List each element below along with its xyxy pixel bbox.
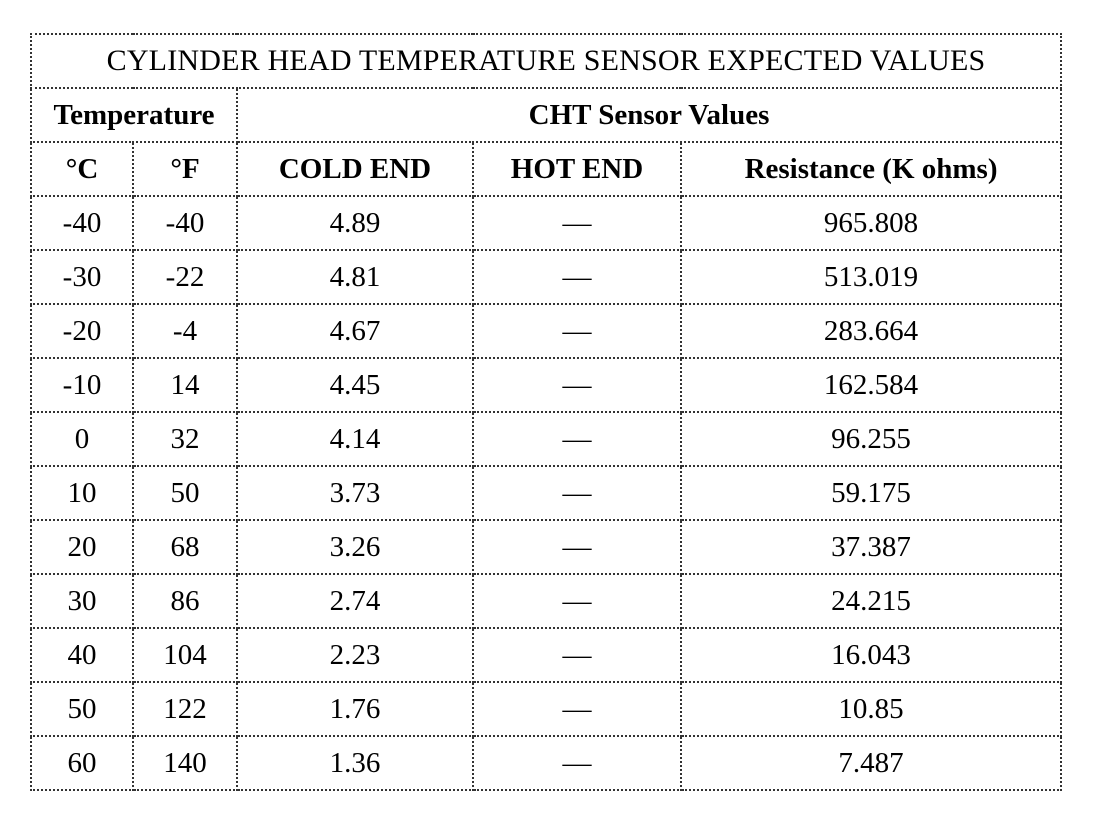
fahrenheit-cell: 140 bbox=[133, 736, 237, 790]
fahrenheit-cell: 50 bbox=[133, 466, 237, 520]
celsius-cell: 20 bbox=[31, 520, 133, 574]
column-header-fahrenheit: °F bbox=[133, 142, 237, 196]
cold-end-cell: 3.73 bbox=[237, 466, 473, 520]
cht-values-sheet bbox=[30, 33, 1060, 791]
temperature-group-header: Temperature bbox=[31, 88, 237, 142]
fahrenheit-cell: 14 bbox=[133, 358, 237, 412]
resistance-cell: 24.215 bbox=[681, 574, 1061, 628]
cold-end-cell: 4.81 bbox=[237, 250, 473, 304]
hot-end-cell: — bbox=[473, 628, 681, 682]
resistance-cell: 10.85 bbox=[681, 682, 1061, 736]
table-row bbox=[31, 736, 1061, 790]
table-title: CYLINDER HEAD TEMPERATURE SENSOR EXPECTED VALUES bbox=[31, 34, 1061, 88]
resistance-cell: 965.808 bbox=[681, 196, 1061, 250]
resistance-cell: 283.664 bbox=[681, 304, 1061, 358]
cold-end-cell: 1.76 bbox=[237, 682, 473, 736]
table-row bbox=[31, 466, 1061, 520]
celsius-cell: -20 bbox=[31, 304, 133, 358]
cold-end-cell: 3.26 bbox=[237, 520, 473, 574]
hot-end-cell: — bbox=[473, 574, 681, 628]
celsius-cell: -40 bbox=[31, 196, 133, 250]
resistance-cell: 96.255 bbox=[681, 412, 1061, 466]
hot-end-cell: — bbox=[473, 466, 681, 520]
resistance-cell: 37.387 bbox=[681, 520, 1061, 574]
table-row bbox=[31, 358, 1061, 412]
celsius-cell: -10 bbox=[31, 358, 133, 412]
celsius-cell: -30 bbox=[31, 250, 133, 304]
hot-end-cell: — bbox=[473, 304, 681, 358]
hot-end-cell: — bbox=[473, 412, 681, 466]
table-row bbox=[31, 574, 1061, 628]
resistance-cell: 59.175 bbox=[681, 466, 1061, 520]
table-row bbox=[31, 250, 1061, 304]
cold-end-cell: 4.67 bbox=[237, 304, 473, 358]
fahrenheit-cell: 86 bbox=[133, 574, 237, 628]
fahrenheit-cell: 32 bbox=[133, 412, 237, 466]
cold-end-cell: 1.36 bbox=[237, 736, 473, 790]
hot-end-cell: — bbox=[473, 682, 681, 736]
hot-end-cell: — bbox=[473, 196, 681, 250]
group-header-row bbox=[31, 88, 1061, 142]
cold-end-cell: 2.74 bbox=[237, 574, 473, 628]
cht-sensor-values-group-header: CHT Sensor Values bbox=[237, 88, 1061, 142]
celsius-cell: 50 bbox=[31, 682, 133, 736]
celsius-cell: 30 bbox=[31, 574, 133, 628]
fahrenheit-cell: 104 bbox=[133, 628, 237, 682]
fahrenheit-cell: 122 bbox=[133, 682, 237, 736]
celsius-cell: 0 bbox=[31, 412, 133, 466]
fahrenheit-cell: 68 bbox=[133, 520, 237, 574]
table-row bbox=[31, 628, 1061, 682]
cht-expected-values-table bbox=[30, 33, 1062, 791]
cold-end-cell: 4.14 bbox=[237, 412, 473, 466]
table-title-row bbox=[31, 34, 1061, 88]
column-header-hot-end: HOT END bbox=[473, 142, 681, 196]
celsius-cell: 60 bbox=[31, 736, 133, 790]
fahrenheit-cell: -22 bbox=[133, 250, 237, 304]
column-header-cold-end: COLD END bbox=[237, 142, 473, 196]
table-row bbox=[31, 196, 1061, 250]
hot-end-cell: — bbox=[473, 250, 681, 304]
fahrenheit-cell: -40 bbox=[133, 196, 237, 250]
cold-end-cell: 4.45 bbox=[237, 358, 473, 412]
resistance-cell: 16.043 bbox=[681, 628, 1061, 682]
hot-end-cell: — bbox=[473, 736, 681, 790]
table-row bbox=[31, 304, 1061, 358]
celsius-cell: 40 bbox=[31, 628, 133, 682]
table-row bbox=[31, 412, 1061, 466]
resistance-cell: 162.584 bbox=[681, 358, 1061, 412]
resistance-cell: 7.487 bbox=[681, 736, 1061, 790]
fahrenheit-cell: -4 bbox=[133, 304, 237, 358]
column-header-row bbox=[31, 142, 1061, 196]
cold-end-cell: 2.23 bbox=[237, 628, 473, 682]
cold-end-cell: 4.89 bbox=[237, 196, 473, 250]
celsius-cell: 10 bbox=[31, 466, 133, 520]
table-row bbox=[31, 520, 1061, 574]
column-header-resistance: Resistance (K ohms) bbox=[681, 142, 1061, 196]
resistance-cell: 513.019 bbox=[681, 250, 1061, 304]
column-header-celsius: °C bbox=[31, 142, 133, 196]
hot-end-cell: — bbox=[473, 358, 681, 412]
hot-end-cell: — bbox=[473, 520, 681, 574]
table-row bbox=[31, 682, 1061, 736]
